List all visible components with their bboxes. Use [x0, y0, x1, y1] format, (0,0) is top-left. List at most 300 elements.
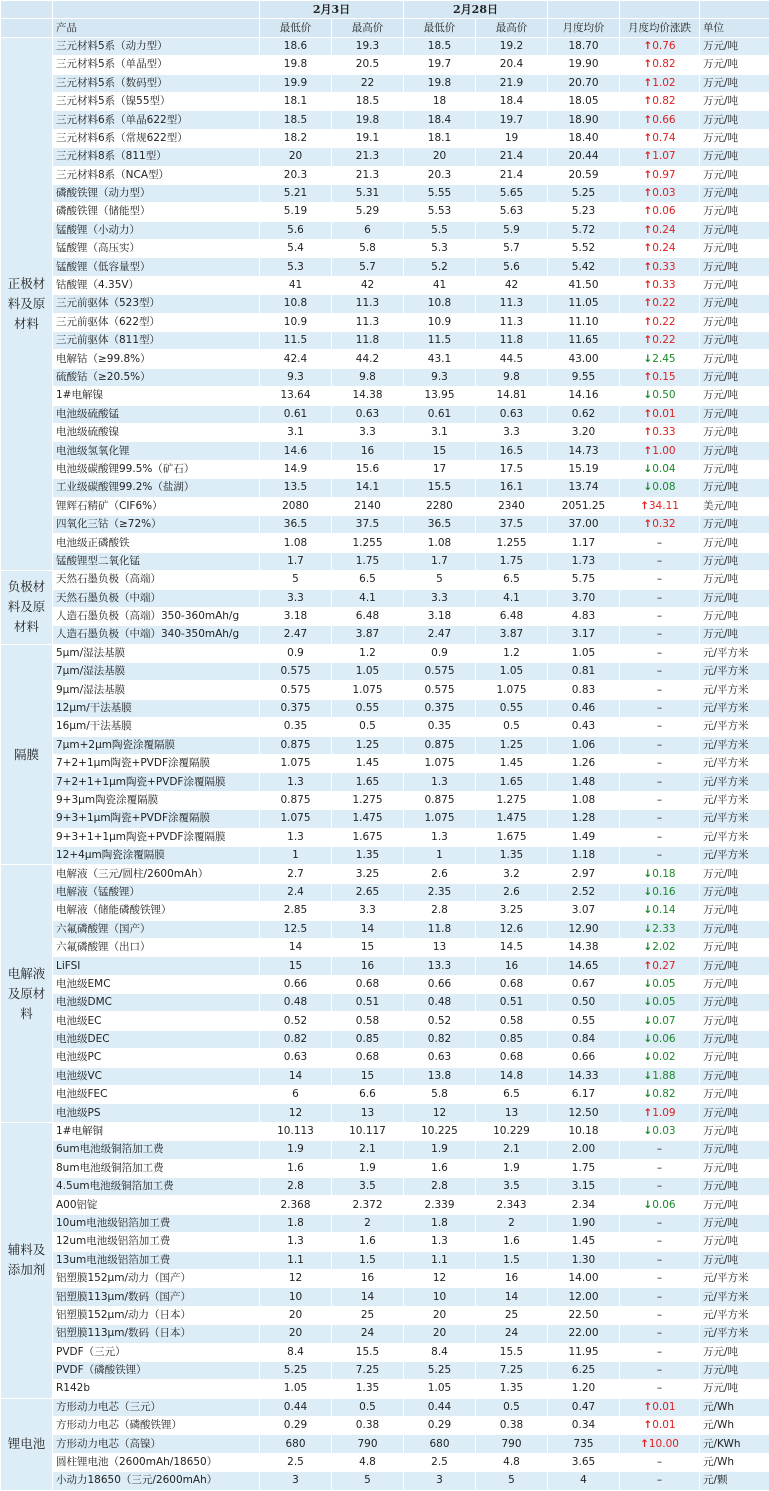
arrow-down-icon: ↓	[643, 353, 652, 365]
change-value: 0.24	[652, 242, 675, 254]
product-name: 电解液（锰酸锂）	[53, 883, 260, 901]
low-price-1: 1	[260, 846, 332, 864]
change-value: 0.50	[652, 389, 675, 401]
monthly-avg-change	[620, 111, 700, 129]
date-header-1: 2月3日	[260, 1, 404, 19]
arrow-down-icon: ↓	[643, 1070, 652, 1082]
monthly-avg-change	[620, 1269, 700, 1287]
table-row	[1, 1417, 769, 1435]
monthly-avg: 14.65	[548, 957, 620, 975]
monthly-avg-change	[620, 37, 700, 55]
high-price-2: 1.75	[476, 552, 548, 570]
high-price-1: 6.6	[332, 1086, 404, 1104]
monthly-avg-change	[620, 1472, 700, 1490]
monthly-avg: 1.20	[548, 1380, 620, 1398]
table-row	[1, 957, 769, 975]
high-price-1: 1.255	[332, 534, 404, 552]
arrow-up-icon: ↑	[640, 500, 649, 512]
product-name: 电池级EC	[53, 1012, 260, 1030]
col-header-unit: 单位	[700, 19, 769, 37]
high-price-2: 11.3	[476, 313, 548, 331]
monthly-avg-change	[620, 479, 700, 497]
change-value: 0.33	[652, 279, 675, 291]
monthly-avg: 3.07	[548, 902, 620, 920]
change-value: 0.76	[652, 40, 675, 52]
low-price-2: 1.3	[404, 828, 476, 846]
low-price-2: 36.5	[404, 515, 476, 533]
low-price-1: 2.85	[260, 902, 332, 920]
change-value: 0.27	[652, 960, 675, 972]
monthly-avg: 0.47	[548, 1398, 620, 1416]
high-price-1: 42	[332, 276, 404, 294]
product-name: 人造石墨负极（中端）340-350mAh/g	[53, 626, 260, 644]
low-price-2: 2.6	[404, 865, 476, 883]
unit: 元/平方米	[700, 1325, 769, 1343]
unit: 万元/吨	[700, 1361, 769, 1379]
high-price-1: 6.48	[332, 607, 404, 625]
unit: 万元/吨	[700, 240, 769, 258]
col-header-high-1: 最高价	[332, 19, 404, 37]
monthly-avg: 0.55	[548, 1012, 620, 1030]
change-value: 0.82	[652, 95, 675, 107]
change-value: 0.22	[652, 297, 675, 309]
monthly-avg: 11.65	[548, 332, 620, 350]
category-label: 锂电池	[1, 1398, 53, 1490]
monthly-avg-change	[620, 1067, 700, 1085]
change-value: 0.07	[652, 1015, 675, 1027]
unit: 万元/吨	[700, 56, 769, 74]
unit: 万元/吨	[700, 442, 769, 460]
table-row	[1, 1196, 769, 1214]
product-name: 硫酸钴（≥20.5%）	[53, 368, 260, 386]
unit: 万元/吨	[700, 920, 769, 938]
low-price-1: 10	[260, 1288, 332, 1306]
high-price-2: 1.275	[476, 791, 548, 809]
product-name: 方形动力电芯（三元）	[53, 1398, 260, 1416]
low-price-2: 0.66	[404, 975, 476, 993]
monthly-avg: 22.00	[548, 1325, 620, 1343]
unit: 元/KWh	[700, 1435, 769, 1453]
product-name: 圆柱锂电池（2600mAh/18650）	[53, 1453, 260, 1471]
monthly-avg: 13.74	[548, 479, 620, 497]
unit: 万元/吨	[700, 1159, 769, 1177]
low-price-1: 6	[260, 1086, 332, 1104]
unit: 万元/吨	[700, 368, 769, 386]
high-price-1: 0.55	[332, 699, 404, 717]
table-row	[1, 681, 769, 699]
high-price-1: 0.38	[332, 1417, 404, 1435]
product-name: 锰酸锂（高压实）	[53, 240, 260, 258]
monthly-avg: 14.16	[548, 387, 620, 405]
unit: 元/颗	[700, 1472, 769, 1490]
high-price-2: 3.87	[476, 626, 548, 644]
monthly-avg: 43.00	[548, 350, 620, 368]
product-name: 锰酸锂（小动力）	[53, 221, 260, 239]
monthly-avg: 1.49	[548, 828, 620, 846]
high-price-2: 1.05	[476, 663, 548, 681]
monthly-avg: 18.40	[548, 129, 620, 147]
unit: 万元/吨	[700, 883, 769, 901]
change-value: 0.82	[652, 1088, 675, 1100]
unit: 万元/吨	[700, 258, 769, 276]
monthly-avg-change	[620, 1417, 700, 1435]
high-price-2: 1.075	[476, 681, 548, 699]
unit: 万元/吨	[700, 1067, 769, 1085]
monthly-avg-change	[620, 663, 700, 681]
category-label: 负极材料及原材料	[1, 571, 53, 645]
unit: 万元/吨	[700, 571, 769, 589]
high-price-2: 1.65	[476, 773, 548, 791]
table-row	[1, 1233, 769, 1251]
high-price-1: 0.85	[332, 1030, 404, 1048]
low-price-1: 3.3	[260, 589, 332, 607]
low-price-1: 5.21	[260, 184, 332, 202]
change-value: 2.02	[652, 941, 675, 953]
unit: 万元/吨	[700, 975, 769, 993]
high-price-2: 790	[476, 1435, 548, 1453]
high-price-1: 44.2	[332, 350, 404, 368]
low-price-1: 11.5	[260, 332, 332, 350]
low-price-2: 1.3	[404, 1233, 476, 1251]
monthly-avg: 2051.25	[548, 497, 620, 515]
unit: 元/平方米	[700, 1288, 769, 1306]
monthly-avg: 1.73	[548, 552, 620, 570]
change-value: –	[657, 1254, 662, 1266]
high-price-2: 2	[476, 1214, 548, 1232]
category-label: 隔膜	[1, 644, 53, 865]
monthly-avg-change	[620, 534, 700, 552]
high-price-1: 24	[332, 1325, 404, 1343]
monthly-avg-change	[620, 240, 700, 258]
high-price-1: 13	[332, 1104, 404, 1122]
unit: 万元/吨	[700, 1343, 769, 1361]
change-value: 1.09	[652, 1107, 675, 1119]
low-price-1: 0.875	[260, 736, 332, 754]
product-name: 三元材料5系（镍55型）	[53, 92, 260, 110]
monthly-avg: 2.34	[548, 1196, 620, 1214]
change-value: –	[657, 665, 662, 677]
monthly-avg-change	[620, 1196, 700, 1214]
table-row	[1, 1159, 769, 1177]
table-row	[1, 1361, 769, 1379]
table-row	[1, 276, 769, 294]
low-price-1: 20	[260, 1306, 332, 1324]
monthly-avg-change	[620, 405, 700, 423]
low-price-2: 13.3	[404, 957, 476, 975]
change-value: –	[657, 628, 662, 640]
high-price-2: 1.255	[476, 534, 548, 552]
unit: 元/平方米	[700, 846, 769, 864]
product-name: 电池级正磷酸铁	[53, 534, 260, 552]
monthly-avg: 5.75	[548, 571, 620, 589]
low-price-2: 1.6	[404, 1159, 476, 1177]
arrow-up-icon: ↑	[643, 334, 652, 346]
product-name: 电池级硫酸镍	[53, 423, 260, 441]
low-price-1: 18.1	[260, 92, 332, 110]
change-value: 0.16	[652, 886, 675, 898]
change-value: 0.14	[652, 904, 675, 916]
high-price-1: 1.65	[332, 773, 404, 791]
unit: 万元/吨	[700, 1049, 769, 1067]
monthly-avg: 14.33	[548, 1067, 620, 1085]
high-price-1: 10.117	[332, 1122, 404, 1140]
product-name: 电解钴（≥99.8%）	[53, 350, 260, 368]
unit: 万元/吨	[700, 313, 769, 331]
change-value: 0.02	[652, 1051, 675, 1063]
low-price-1: 5.3	[260, 258, 332, 276]
table-row	[1, 865, 769, 883]
high-price-1: 5	[332, 1472, 404, 1490]
low-price-2: 2.47	[404, 626, 476, 644]
table-row	[1, 1269, 769, 1287]
high-price-1: 5.8	[332, 240, 404, 258]
high-price-2: 0.68	[476, 975, 548, 993]
monthly-avg: 11.05	[548, 295, 620, 313]
change-value: –	[657, 776, 662, 788]
product-name: 1#电解镍	[53, 387, 260, 405]
change-value: –	[657, 647, 662, 659]
arrow-down-icon: ↓	[643, 1051, 652, 1063]
high-price-1: 6	[332, 221, 404, 239]
monthly-avg: 1.90	[548, 1214, 620, 1232]
monthly-avg-change	[620, 1380, 700, 1398]
low-price-1: 1.3	[260, 828, 332, 846]
high-price-1: 1.2	[332, 644, 404, 662]
low-price-2: 11.5	[404, 332, 476, 350]
product-name: 铝塑膜113μm/数码（日本）	[53, 1325, 260, 1343]
product-name: 方形动力电芯（高镍）	[53, 1435, 260, 1453]
unit: 万元/吨	[700, 332, 769, 350]
high-price-1: 3.25	[332, 865, 404, 883]
low-price-2: 3	[404, 1472, 476, 1490]
low-price-2: 15.5	[404, 479, 476, 497]
monthly-avg: 5.52	[548, 240, 620, 258]
arrow-down-icon: ↓	[643, 923, 652, 935]
low-price-2: 9.3	[404, 368, 476, 386]
unit: 万元/吨	[700, 1214, 769, 1232]
monthly-avg: 12.50	[548, 1104, 620, 1122]
high-price-2: 14.5	[476, 938, 548, 956]
table-row	[1, 332, 769, 350]
high-price-2: 16.1	[476, 479, 548, 497]
monthly-avg: 5.25	[548, 184, 620, 202]
low-price-1: 2.8	[260, 1178, 332, 1196]
table-row	[1, 1251, 769, 1269]
monthly-avg-change	[620, 258, 700, 276]
low-price-1: 20	[260, 1325, 332, 1343]
monthly-avg: 0.34	[548, 1417, 620, 1435]
table-row	[1, 74, 769, 92]
low-price-2: 5.55	[404, 184, 476, 202]
high-price-2: 44.5	[476, 350, 548, 368]
low-price-2: 0.44	[404, 1398, 476, 1416]
monthly-avg-change	[620, 203, 700, 221]
low-price-2: 0.575	[404, 663, 476, 681]
product-name: 六氟磷酸锂（国产）	[53, 920, 260, 938]
table-row	[1, 626, 769, 644]
product-name: 7+2+1+1μm陶瓷+PVDF涂覆隔膜	[53, 773, 260, 791]
monthly-avg: 3.17	[548, 626, 620, 644]
low-price-1: 0.44	[260, 1398, 332, 1416]
product-name: 小动力18650（三元/2600mAh）	[53, 1472, 260, 1490]
change-value: 0.06	[652, 1033, 675, 1045]
high-price-1: 1.35	[332, 1380, 404, 1398]
change-value: 0.03	[652, 187, 675, 199]
high-price-2: 1.25	[476, 736, 548, 754]
table-row	[1, 479, 769, 497]
high-price-1: 4.1	[332, 589, 404, 607]
low-price-2: 13	[404, 938, 476, 956]
low-price-1: 12	[260, 1104, 332, 1122]
low-price-1: 20.3	[260, 166, 332, 184]
unit: 万元/吨	[700, 276, 769, 294]
monthly-avg-change	[620, 350, 700, 368]
low-price-2: 0.875	[404, 791, 476, 809]
product-name: 6um电池级铜箔加工费	[53, 1141, 260, 1159]
arrow-up-icon: ↑	[643, 169, 652, 181]
high-price-2: 5.63	[476, 203, 548, 221]
monthly-avg: 0.62	[548, 405, 620, 423]
change-value: –	[657, 592, 662, 604]
unit: 万元/吨	[700, 957, 769, 975]
product-name: 三元材料5系（数码型）	[53, 74, 260, 92]
monthly-avg: 3.20	[548, 423, 620, 441]
high-price-1: 0.63	[332, 405, 404, 423]
change-value: –	[657, 555, 662, 567]
low-price-1: 13.64	[260, 387, 332, 405]
high-price-2: 9.8	[476, 368, 548, 386]
product-name: 三元材料8系（NCA型）	[53, 166, 260, 184]
high-price-2: 19.7	[476, 111, 548, 129]
high-price-1: 3.3	[332, 902, 404, 920]
monthly-avg: 4	[548, 1472, 620, 1490]
unit: 元/Wh	[700, 1398, 769, 1416]
low-price-2: 18.5	[404, 37, 476, 55]
change-value: 0.03	[652, 1125, 675, 1137]
low-price-1: 3	[260, 1472, 332, 1490]
change-value: 0.05	[652, 996, 675, 1008]
monthly-avg: 735	[548, 1435, 620, 1453]
monthly-avg-change	[620, 571, 700, 589]
monthly-avg: 2.00	[548, 1141, 620, 1159]
low-price-1: 5	[260, 571, 332, 589]
change-value: 0.22	[652, 316, 675, 328]
monthly-avg: 2.97	[548, 865, 620, 883]
table-row	[1, 736, 769, 754]
high-price-1: 14.38	[332, 387, 404, 405]
high-price-2: 0.5	[476, 718, 548, 736]
product-name: 钴酸锂（4.35V）	[53, 276, 260, 294]
high-price-1: 5.31	[332, 184, 404, 202]
product-name: 电池级DEC	[53, 1030, 260, 1048]
table-row	[1, 129, 769, 147]
high-price-1: 2140	[332, 497, 404, 515]
monthly-avg-change	[620, 975, 700, 993]
monthly-avg-change	[620, 589, 700, 607]
change-value: –	[657, 794, 662, 806]
product-name: 电池级DMC	[53, 994, 260, 1012]
unit: 万元/吨	[700, 1380, 769, 1398]
low-price-1: 1.08	[260, 534, 332, 552]
arrow-up-icon: ↑	[643, 95, 652, 107]
category-label: 正极材料及原材料	[1, 37, 53, 570]
arrow-down-icon: ↓	[643, 1015, 652, 1027]
table-row	[1, 663, 769, 681]
product-name: 9μm/湿法基膜	[53, 681, 260, 699]
high-price-1: 0.68	[332, 1049, 404, 1067]
unit: 万元/吨	[700, 387, 769, 405]
product-name: 9+3μm陶瓷涂覆隔膜	[53, 791, 260, 809]
unit: 万元/吨	[700, 295, 769, 313]
high-price-2: 0.68	[476, 1049, 548, 1067]
low-price-2: 0.875	[404, 736, 476, 754]
change-value: –	[657, 1162, 662, 1174]
monthly-avg-change	[620, 1122, 700, 1140]
arrow-up-icon: ↑	[643, 40, 652, 52]
product-name: 12μm/干法基膜	[53, 699, 260, 717]
monthly-avg-change	[620, 1178, 700, 1196]
high-price-2: 1.35	[476, 1380, 548, 1398]
product-name: 铝塑膜152μm/动力（国产）	[53, 1269, 260, 1287]
unit: 元/平方米	[700, 663, 769, 681]
monthly-avg-change	[620, 681, 700, 699]
high-price-1: 19.3	[332, 37, 404, 55]
low-price-1: 19.8	[260, 56, 332, 74]
high-price-2: 14	[476, 1288, 548, 1306]
arrow-up-icon: ↑	[643, 77, 652, 89]
change-value: –	[657, 610, 662, 622]
table-row	[1, 1141, 769, 1159]
change-value: –	[657, 1272, 662, 1284]
high-price-2: 21.4	[476, 148, 548, 166]
monthly-avg: 20.44	[548, 148, 620, 166]
change-value: 2.33	[652, 923, 675, 935]
product-name: 电池级硫酸锰	[53, 405, 260, 423]
low-price-2: 15	[404, 442, 476, 460]
monthly-avg-change	[620, 1233, 700, 1251]
low-price-1: 0.575	[260, 681, 332, 699]
category-label: 电解液及原材料	[1, 865, 53, 1122]
high-price-1: 15.6	[332, 460, 404, 478]
arrow-up-icon: ↑	[643, 279, 652, 291]
monthly-avg: 1.06	[548, 736, 620, 754]
table-row	[1, 699, 769, 717]
table-row	[1, 1288, 769, 1306]
unit: 万元/吨	[700, 1122, 769, 1140]
unit: 元/平方米	[700, 791, 769, 809]
unit: 万元/吨	[700, 1086, 769, 1104]
change-value: 34.11	[649, 500, 679, 512]
low-price-2: 5.5	[404, 221, 476, 239]
unit: 万元/吨	[700, 938, 769, 956]
high-price-1: 1.475	[332, 810, 404, 828]
monthly-avg-change	[620, 387, 700, 405]
high-price-2: 1.675	[476, 828, 548, 846]
product-name: 电池级碳酸锂99.5%（矿石）	[53, 460, 260, 478]
col-header-change: 月度均价涨跌	[620, 19, 700, 37]
high-price-2: 4.8	[476, 1453, 548, 1471]
product-name: 锰酸锂（低容量型）	[53, 258, 260, 276]
monthly-avg-change	[620, 221, 700, 239]
product-name: 10um电池级铝箔加工费	[53, 1214, 260, 1232]
change-value: 0.18	[652, 868, 675, 880]
low-price-1: 1.6	[260, 1159, 332, 1177]
monthly-avg-change	[620, 423, 700, 441]
high-price-1: 3.5	[332, 1178, 404, 1196]
arrow-down-icon: ↓	[643, 463, 652, 475]
table-row	[1, 92, 769, 110]
arrow-up-icon: ↑	[643, 1401, 652, 1413]
